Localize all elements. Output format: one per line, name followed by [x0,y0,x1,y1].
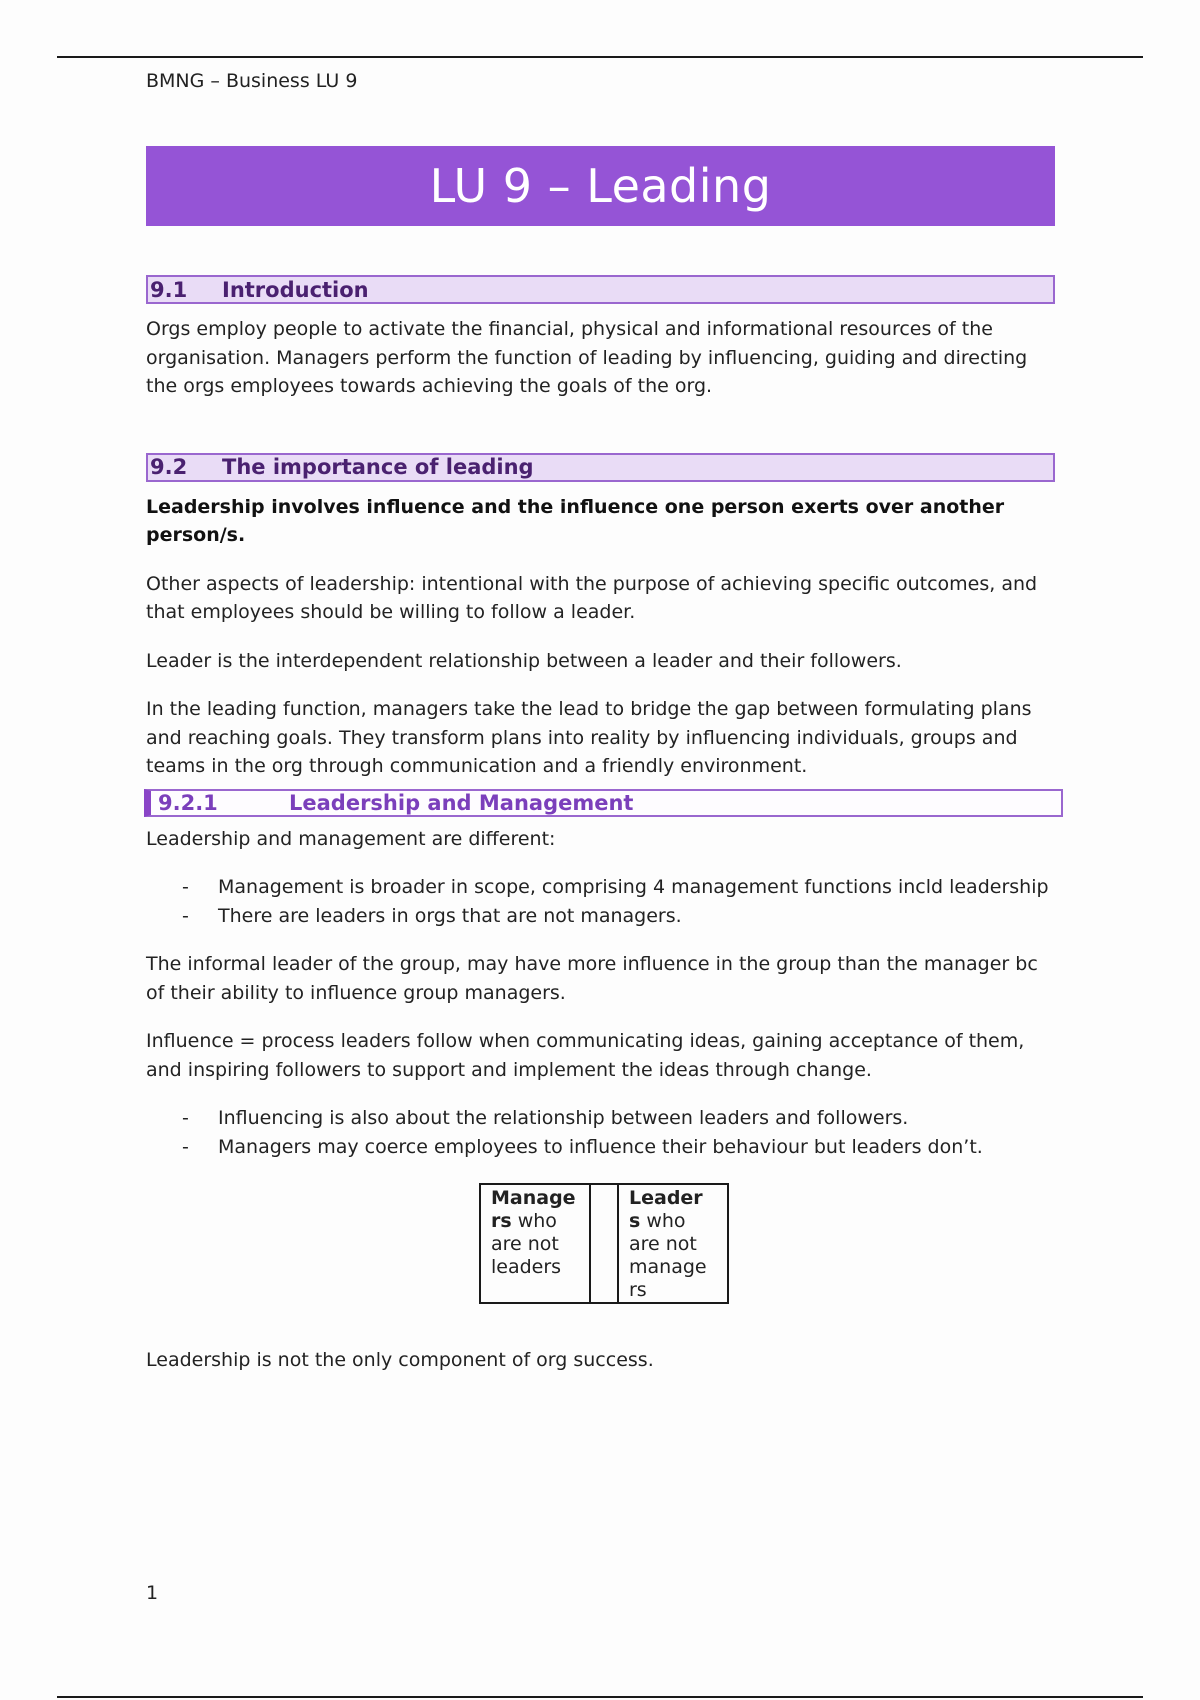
section-number: 9.1 [150,277,188,302]
dash-bullet: - [182,904,189,927]
section-title: The importance of leading [222,455,534,479]
section-title: Introduction [222,277,369,302]
paragraph-influence: Influence = process leaders follow when communicating ideas, gaining acceptance of them, and inspiring followers to support and implement the ideas through change. [146,1030,1025,1081]
paragraph-different: Leadership and management are different: [146,827,556,850]
section-heading-9-1 [146,275,1055,304]
bullet-list-management [146,873,1055,930]
running-header: BMNG – Business LU 9 [146,70,358,92]
list-item: - Influencing is also about the relationship between leaders and followers. [146,1104,1055,1133]
list-item: - Managers may coerce employees to influence their behaviour but leaders don’t. [146,1133,1055,1162]
paragraph-informal-leader: The informal leader of the group, may have more influence in the group than the manager bc of their ability to influence group managers. [146,953,1038,1004]
managers-not-leaders-cell: Manage rs who are not leaders [480,1184,590,1303]
document-body [146,146,1055,1375]
list-item: - Management is broader in scope, comprising 4 management functions incld leadership [146,873,1055,902]
paragraph-interdependent: Leader is the interdependent relationship between a leader and their followers. [146,649,902,672]
leaders-not-managers-cell: Leader s who are not manage rs [618,1184,728,1303]
header-rule [57,56,1143,58]
section-heading-9-2 [146,453,1055,482]
footer-rule [57,1696,1143,1698]
subsection-number: 9.2.1 [158,790,218,815]
section-number: 9.2 [150,455,188,479]
leadership-definition: Leadership involves influence and the influence one person exerts over another person/s. [146,495,1005,546]
dash-bullet: - [182,1107,189,1129]
paragraph-leading-function: In the leading function, managers take the lead to bridge the gap between formulating plans and reaching goals. They transform plans into reality by influencing individuals, groups and teams in the org through communication and a friendly environment. [146,698,1032,777]
paragraph-other-aspects: Other aspects of leadership: intentional with the purpose of achieving specific outcomes, and that employees should be willing to follow a leader. [146,572,1038,623]
subsection-heading-9-2-1 [144,789,1063,817]
bullet-list-influencing [146,1104,1055,1161]
dash-bullet: - [182,876,189,898]
document-title: LU 9 – Leading [146,146,1055,226]
subsection-title: Leadership and Management [289,790,634,815]
intro-paragraph: Orgs employ people to activate the financial, physical and informational resources of the organisation. Managers perform the function of leading by influencing, guiding and directing the orgs employees towards achieving the goals of the org. [146,318,1028,397]
spacer-cell [590,1184,618,1303]
closing-paragraph: Leadership is not the only component of org success. [146,1349,654,1371]
list-item: - There are leaders in orgs that are not managers. [146,902,1055,931]
dash-bullet: - [182,1135,189,1158]
managers-leaders-table [479,1183,729,1304]
page-number: 1 [146,1582,159,1604]
